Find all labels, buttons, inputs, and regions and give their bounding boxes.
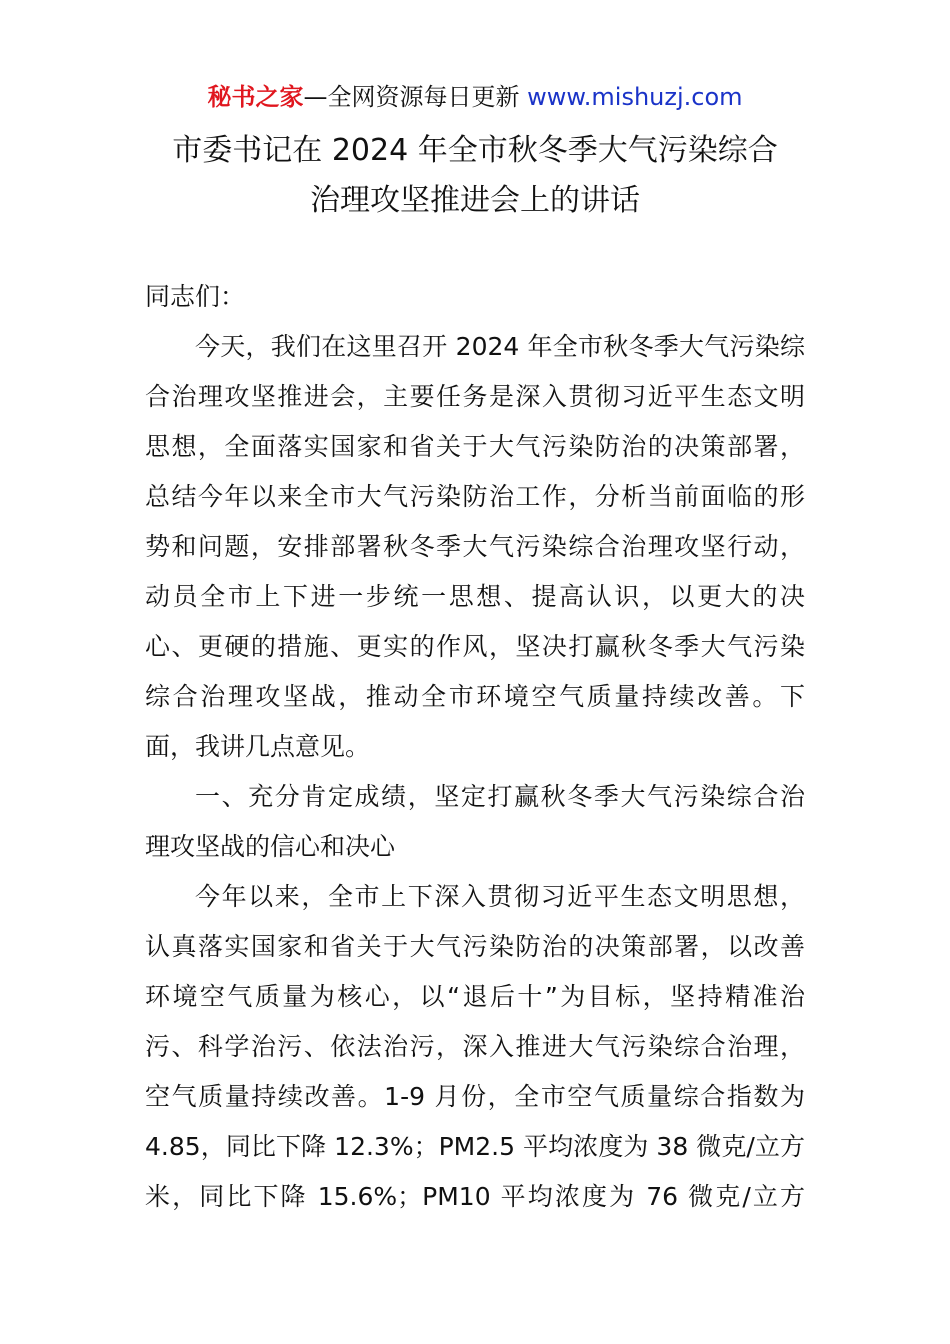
site-header xyxy=(0,80,950,114)
speech-body xyxy=(145,272,805,1222)
body-line: 空气质量持续改善。1-9 月份，全市空气质量综合指数为 xyxy=(145,1082,805,1111)
body-line: 环境空气质量为核心，以“退后十”为目标，坚持精准治 xyxy=(145,982,805,1011)
section-heading-line: 一、充分肯定成绩，坚定打赢秋冬季大气污染综合治 xyxy=(195,782,805,811)
body-line: 今年以来，全市上下深入贯彻习近平生态文明思想， xyxy=(195,882,805,911)
body-line: 心、更硬的措施、更实的作风，坚决打赢秋冬季大气污染 xyxy=(145,632,805,661)
body-line: 综合治理攻坚战，推动全市环境空气质量持续改善。下 xyxy=(145,682,805,711)
body-line: 势和问题，安排部署秋冬季大气污染综合治理攻坚行动， xyxy=(145,532,805,561)
body-line: 合治理攻坚推进会，主要任务是深入贯彻习近平生态文明 xyxy=(145,382,805,411)
body-line: 今天，我们在这里召开 2024 年全市秋冬季大气污染综 xyxy=(195,332,805,361)
body-line: 认真落实国家和省关于大气污染防治的决策部署，以改善 xyxy=(145,932,805,961)
title-line-2: 治理攻坚推进会上的讲话 xyxy=(310,183,640,218)
title-line-1: 市委书记在 2024 年全市秋冬季大气污染综合 xyxy=(172,133,778,168)
document-title xyxy=(0,126,950,226)
salutation: 同志们： xyxy=(145,282,246,311)
body-line: 污、科学治污、依法治污，深入推进大气污染综合治理， xyxy=(145,1032,805,1061)
site-tagline: —全网资源每日更新 xyxy=(303,83,528,111)
site-url-link[interactable]: www.mishuzj.com xyxy=(527,83,743,111)
body-line: 思想，全面落实国家和省关于大气污染防治的决策部署， xyxy=(145,432,805,461)
site-brand: 秘书之家 xyxy=(207,83,304,111)
body-line: 4.85，同比下降 12.3%；PM2.5 平均浓度为 38 微克/立方 xyxy=(145,1132,805,1161)
body-line: 总结今年以来全市大气污染防治工作，分析当前面临的形 xyxy=(145,482,805,511)
body-line: 米，同比下降 15.6%；PM10 平均浓度为 76 微克/立方 xyxy=(145,1182,805,1211)
body-line: 面，我讲几点意见。 xyxy=(145,732,371,761)
section-heading-line: 理攻坚战的信心和决心 xyxy=(145,832,396,861)
body-line: 动员全市上下进一步统一思想、提高认识，以更大的决 xyxy=(145,582,805,611)
